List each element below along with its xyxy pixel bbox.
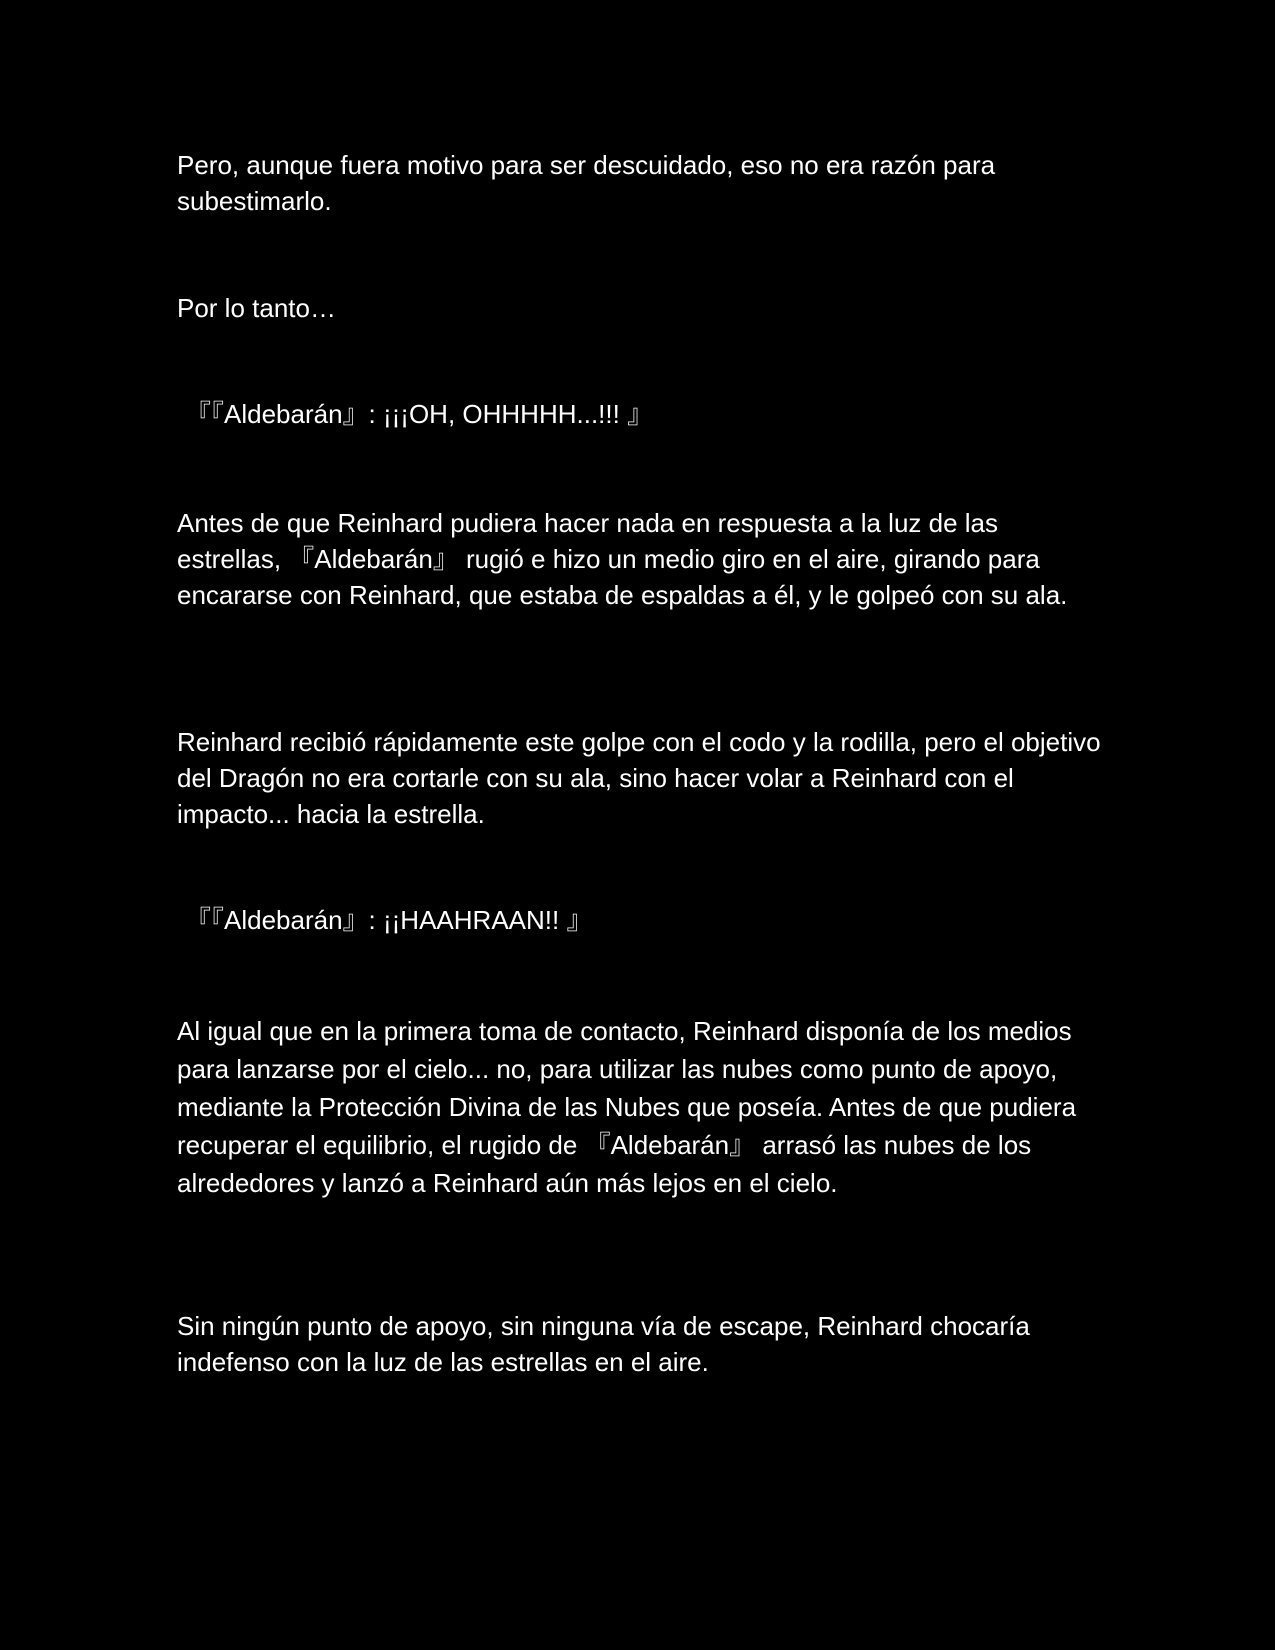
dialogue-line-1: 『『Aldebarán』: ¡¡¡OH, OHHHHH...!!! 』 (185, 399, 654, 429)
paragraph-3: Antes de que Reinhard pudiera hacer nada en respuesta a la luz de las estrellas, 『Aldebarán』 rugió e hizo un medio giro en el aire, girando para encararse con Reinhard, que estaba de espaldas a él, y le golpeó con su ala. (177, 508, 1068, 610)
paragraph-5: Al igual que en la primera toma de contacto, Reinhard disponía de los medios para lanzarse por el cielo... no, para utilizar las nubes como punto de apoyo, mediante la Protección Divina de las Nubes que poseía. Antes de que pudiera recuperar el equilibrio, el rugido de 『Aldebarán』 arrasó las nubes de los alrededores y lanzó a Reinhard aún más lejos en el cielo. (177, 1016, 1077, 1198)
paragraph-6: Sin ningún punto de apoyo, sin ninguna vía de escape, Reinhard chocaría indefenso con la luz de las estrellas en el aire. (177, 1311, 1030, 1377)
dialogue-line-2: 『『Aldebarán』: ¡¡HAAHRAAN!! 』 (185, 905, 593, 935)
paragraph-2: Por lo tanto… (177, 293, 336, 323)
paragraph-1: Pero, aunque fuera motivo para ser descuidado, eso no era razón para subestimarlo. (177, 150, 996, 216)
paragraph-4: Reinhard recibió rápidamente este golpe con el codo y la rodilla, pero el objetivo del Dragón no era cortarle con su ala, sino hacer volar a Reinhard con el impacto... hacia la estrella. (177, 727, 1101, 829)
